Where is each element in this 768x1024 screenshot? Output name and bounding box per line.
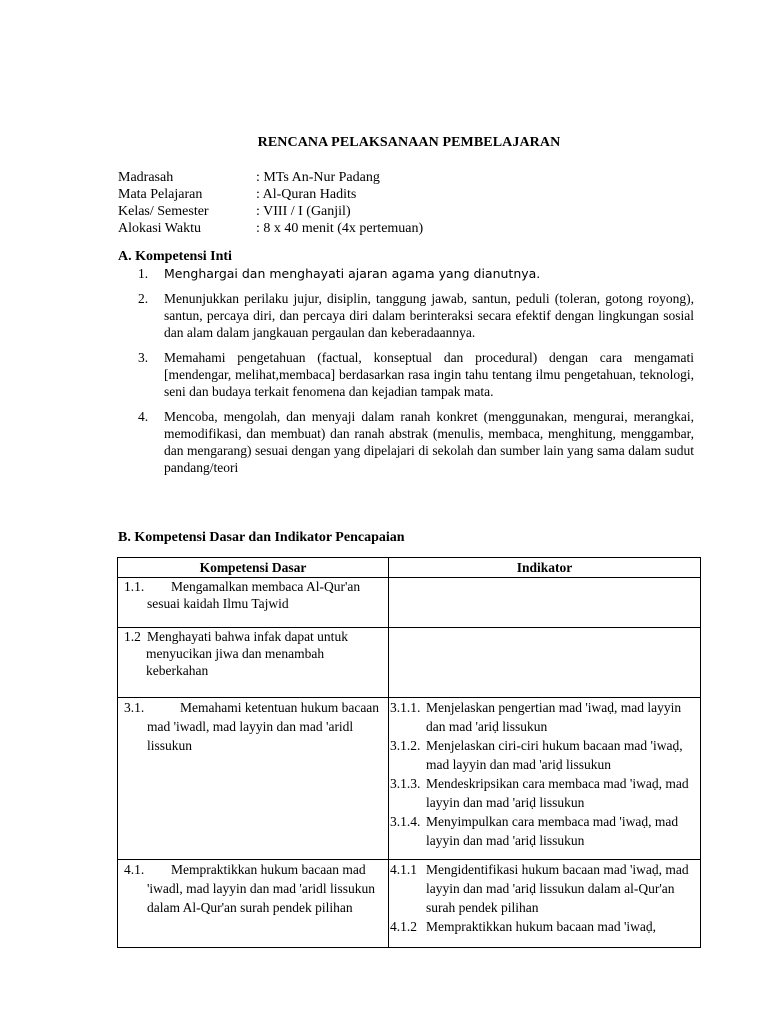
kompetensi-table — [117, 557, 701, 948]
document-title: RENCANA PELAKSANAAN PEMBELAJARAN — [257, 135, 561, 150]
indicator-text: Menyimpulkan cara membaca mad 'iwaḍ, mad layyin dan mad 'ariḍ lissukun — [426, 814, 679, 848]
indikator-cell — [389, 578, 701, 628]
indikator-cell — [389, 628, 701, 698]
info-row — [118, 203, 423, 220]
list-number: 4. — [138, 409, 149, 424]
kd-text: Menghayati bahwa infak dapat untuk menyucikan jiwa dan menambah keberkahan — [146, 629, 348, 678]
kompetensi-inti-list — [138, 265, 694, 484]
section-a-heading: A. Kompetensi Inti — [118, 249, 232, 264]
indicator-number: 4.1.2 — [390, 919, 417, 934]
indicator-item — [390, 736, 698, 774]
list-item — [138, 408, 694, 476]
table-header-row — [118, 558, 701, 578]
list-text: Menghargai dan menghayati ajaran agama yang dianutnya. — [164, 266, 541, 281]
list-item — [138, 349, 694, 400]
indicator-text: Menjelaskan ciri-ciri hukum bacaan mad 'iwaḍ, mad layyin dan mad 'ariḍ lissukun — [426, 738, 683, 772]
kd-cell — [118, 698, 389, 860]
kd-cell — [118, 860, 389, 948]
indicator-number: 3.1.3. — [390, 776, 421, 791]
indikator-cell — [389, 860, 701, 948]
indicator-number: 3.1.4. — [390, 814, 421, 829]
indicator-number: 3.1.1. — [390, 700, 421, 715]
kd-cell — [118, 628, 389, 698]
list-text: Memahami pengetahuan (factual, konseptual dan procedural) dengan cara mengamati [mendengar, melihat,membaca] berdasarkan rasa ingin tahu tentang ilmu pengetahuan, teknologi, seni dan budaya terkait fenomena dan kejadian tampak mata. — [164, 350, 694, 399]
kd-text: Memahami ketentuan hukum bacaan mad 'iwadl, mad layyin dan mad 'aridl lissukun — [147, 700, 380, 753]
list-text: Mencoba, mengolah, dan menyaji dalam ranah konkret (menggunakan, mengurai, merangkai, memodifikasi, dan membuat) dan ranah abstrak (menulis, membaca, menghitung, menggambar, dan mengarang) sesuai dengan yang dipelajari di sekolah dan sumber lain yang sama dalam sudut pandang/teori — [164, 409, 694, 475]
identity-block — [118, 169, 423, 237]
list-item — [138, 265, 694, 282]
column-header-indikator: Indikator — [389, 558, 701, 578]
column-header-kd: Kompetensi Dasar — [118, 558, 389, 578]
info-label: Mata Pelajaran — [118, 187, 203, 202]
indicator-item — [390, 812, 698, 850]
info-value: : MTs An-Nur Padang — [256, 170, 380, 185]
indicator-text: Menjelaskan pengertian mad 'iwaḍ, mad layyin dan mad 'ariḍ lissukun — [426, 700, 682, 734]
kd-number: 1.1. — [124, 579, 145, 594]
list-number: 3. — [138, 350, 149, 365]
info-value: : Al-Quran Hadits — [256, 187, 357, 202]
info-label: Kelas/ Semester — [118, 204, 209, 219]
info-row — [118, 220, 423, 237]
indicator-item — [390, 774, 698, 812]
list-text: Menunjukkan perilaku jujur, disiplin, tanggung jawab, santun, peduli (toleran, gotong royong), santun, percaya diri, dan percaya diri dalam berinteraksi secara efektif dengan lingkungan sosial dan alam dalam jangkauan pergaulan dan keberadaannya. — [164, 291, 694, 340]
info-value: : VIII / I (Ganjil) — [256, 204, 351, 219]
kd-number: 4.1. — [124, 862, 145, 877]
kd-text: Mengamalkan membaca Al-Qur'an sesuai kaidah Ilmu Tajwid — [147, 579, 361, 611]
info-row — [118, 186, 423, 203]
indicator-text: Mempraktikkan hukum bacaan mad 'iwaḍ, — [426, 919, 656, 934]
indicator-text: Mendeskripsikan cara membaca mad 'iwaḍ, mad layyin dan mad 'ariḍ lissukun — [426, 776, 689, 810]
table-row — [118, 578, 701, 628]
list-number: 1. — [138, 266, 149, 281]
kd-number: 1.2 — [124, 629, 141, 644]
info-value: : 8 x 40 menit (4x pertemuan) — [256, 221, 424, 236]
info-row — [118, 169, 423, 186]
indikator-cell — [389, 698, 701, 860]
kd-number: 3.1. — [124, 700, 145, 715]
indicator-number: 3.1.2. — [390, 738, 421, 753]
table-row — [118, 628, 701, 698]
kd-text: Mempraktikkan hukum bacaan mad 'iwadl, mad layyin dan mad 'aridl lissukun dalam Al-Qur'an surah pendek pilihan — [147, 862, 375, 915]
info-label: Alokasi Waktu — [118, 221, 201, 236]
table-row — [118, 698, 701, 860]
list-number: 2. — [138, 291, 149, 306]
indicator-number: 4.1.1 — [390, 862, 417, 877]
indicator-item — [390, 860, 698, 917]
info-label: Madrasah — [118, 170, 174, 185]
indicator-text: Mengidentifikasi hukum bacaan mad 'iwaḍ, mad layyin dan mad 'ariḍ lissukun dalam al-Qur'an surah pendek pilihan — [426, 862, 689, 915]
indicator-item — [390, 698, 698, 736]
table-row — [118, 860, 701, 948]
list-item — [138, 290, 694, 341]
indicator-item — [390, 917, 698, 936]
section-b-heading: B. Kompetensi Dasar dan Indikator Pencapaian — [118, 530, 405, 545]
kd-cell — [118, 578, 389, 628]
